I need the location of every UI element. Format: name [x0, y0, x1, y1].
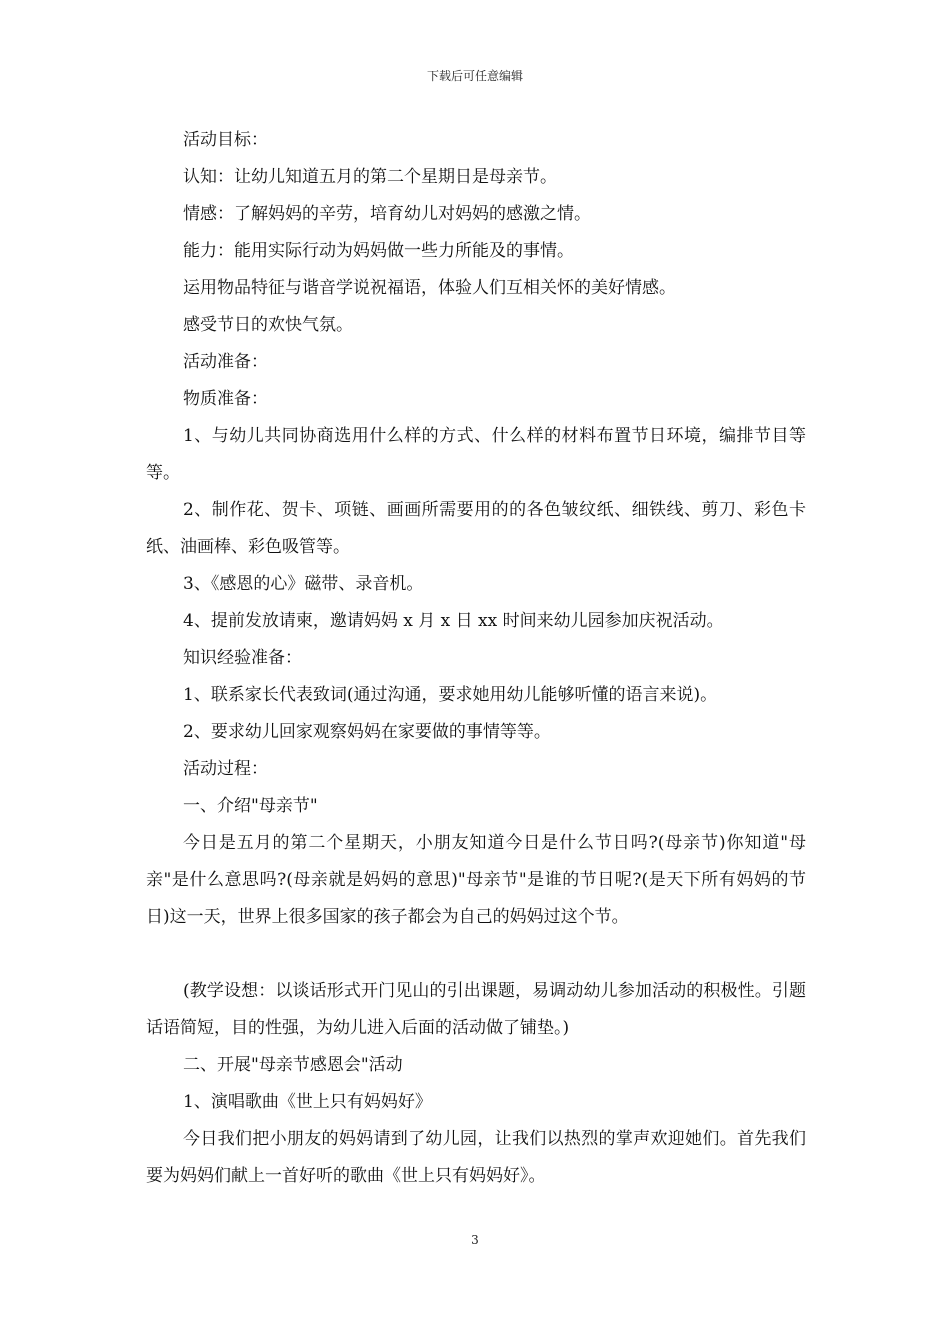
paragraph: 认知：让幼儿知道五月的第二个星期日是母亲节。 [183, 167, 557, 187]
paragraph: 3、《感恩的心》磁带、录音机。 [183, 574, 424, 594]
paragraph: (教学设想：以谈话形式开门见山的引出课题，易调动幼儿参加活动的积极性。引题话语简短，目的性强，为幼儿进入后面的活动做了铺垫。) [146, 981, 806, 1038]
paragraph: 2、要求幼儿回家观察妈妈在家要做的事情等等。 [183, 722, 551, 742]
paragraph: 活动准备： [183, 352, 268, 372]
paragraph: 感受节日的欢快气氛。 [183, 315, 353, 335]
paragraph: 今日我们把小朋友的妈妈请到了幼儿园，让我们以热烈的掌声欢迎她们。首先我们要为妈妈们献上一首好听的歌曲《世上只有妈妈好》。 [146, 1129, 806, 1186]
paragraph: 活动目标： [183, 130, 268, 150]
page-number: 3 [471, 1233, 479, 1247]
paragraph: 今日是五月的第二个星期天，小朋友知道今日是什么节日吗?(母亲节)你知道"母亲"是什么意思吗?(母亲就是妈妈的意思)"母亲节"是谁的节日呢?(是天下所有妈妈的节日)这一天，世界上很多国家的孩子都会为自己的妈妈过这个节。 [146, 833, 806, 927]
document-body [146, 122, 806, 1195]
paragraph: 知识经验准备： [183, 648, 302, 668]
blank-line [146, 936, 806, 973]
page-header: 下载后可任意编辑 [426, 69, 523, 83]
paragraph: 1、与幼儿共同协商选用什么样的方式、什么样的材料布置节日环境，编排节目等等。 [146, 426, 806, 483]
paragraph: 能力：能用实际行动为妈妈做一些力所能及的事情。 [183, 241, 574, 261]
paragraph: 物质准备： [183, 389, 268, 409]
paragraph: 2、制作花、贺卡、项链、画画所需要用的的各色皱纹纸、细铁线、剪刀、彩色卡纸、油画棒、彩色吸管等。 [146, 500, 806, 557]
paragraph: 4、提前发放请柬，邀请妈妈 x 月 x 日 xx 时间来幼儿园参加庆祝活动。 [183, 611, 724, 631]
paragraph: 二、开展"母亲节感恩会"活动 [183, 1055, 403, 1075]
paragraph: 一、介绍"母亲节" [183, 796, 318, 816]
paragraph: 情感：了解妈妈的辛劳，培育幼儿对妈妈的感激之情。 [183, 204, 591, 224]
paragraph: 运用物品特征与谐音学说祝福语，体验人们互相关怀的美好情感。 [183, 278, 676, 298]
paragraph: 活动过程： [183, 759, 268, 779]
paragraph: 1、演唱歌曲《世上只有妈妈好》 [183, 1092, 432, 1112]
paragraph: 1、联系家长代表致词(通过沟通，要求她用幼儿能够听懂的语言来说)。 [183, 685, 718, 705]
